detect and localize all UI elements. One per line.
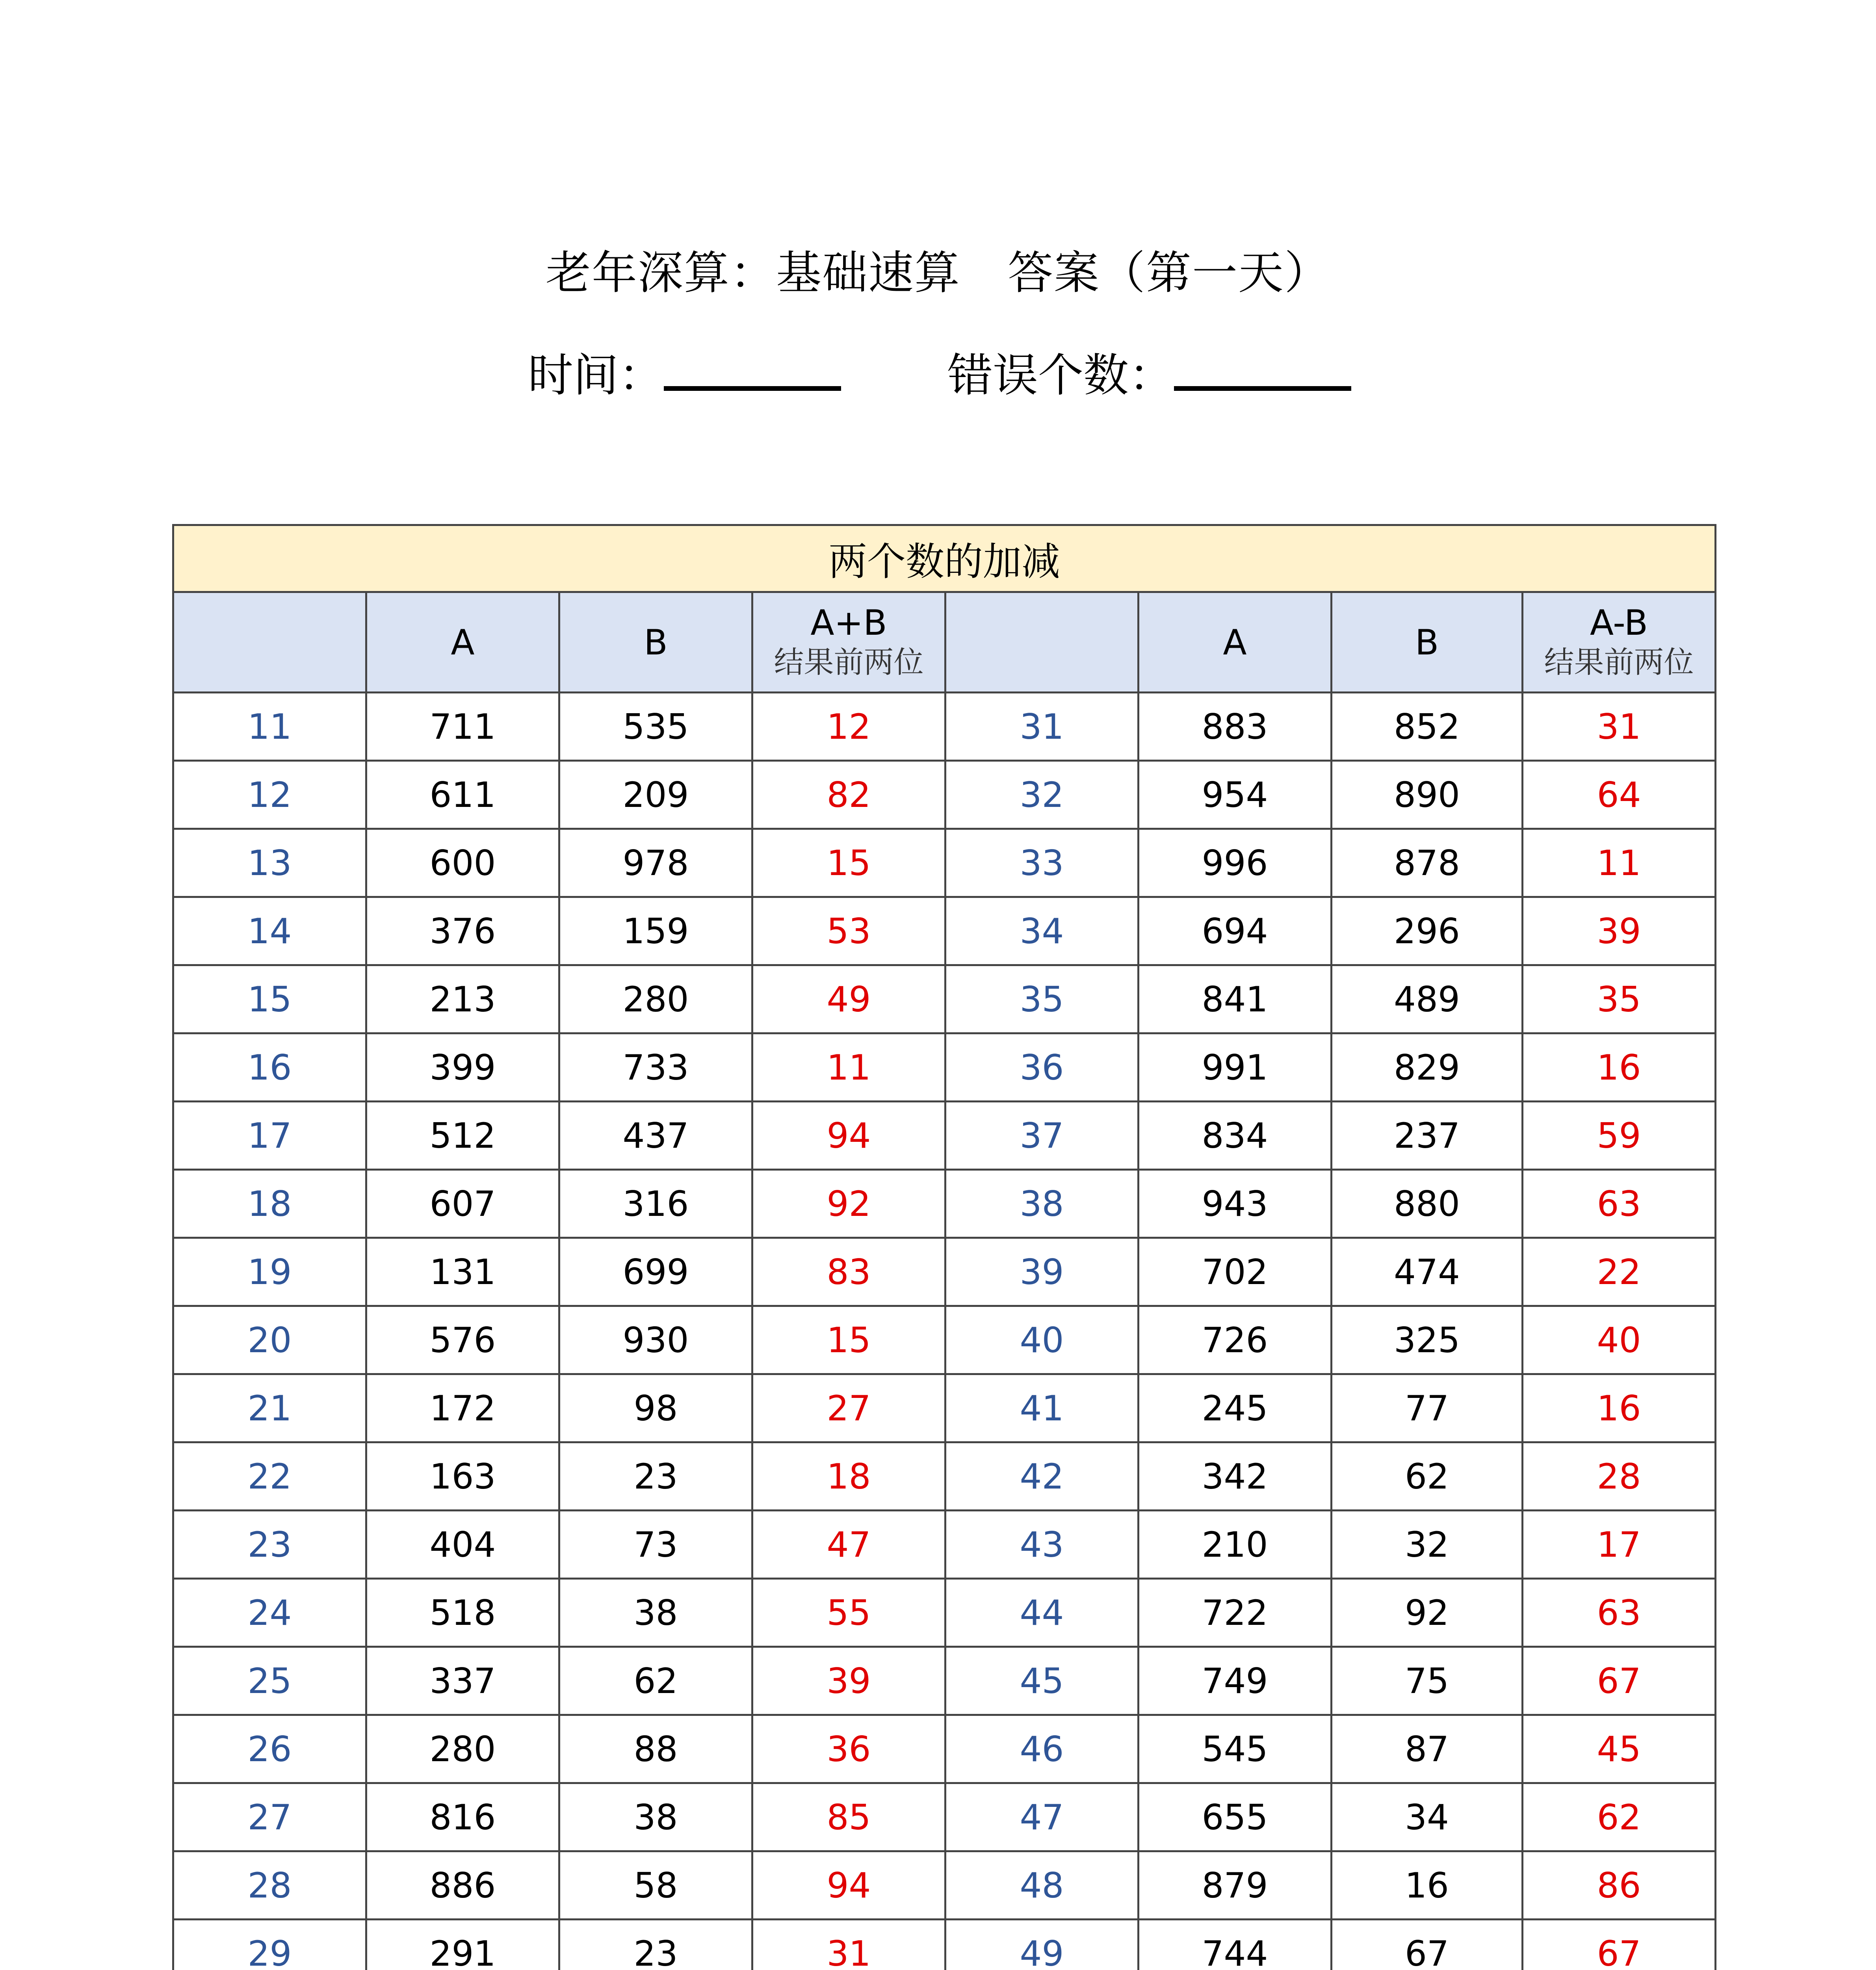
value-a-right: 694	[1139, 897, 1332, 965]
value-b-left: 23	[559, 1920, 752, 1970]
row-index-left: 16	[173, 1033, 366, 1102]
answer-label: 答案（第一天）	[1008, 247, 1331, 299]
table-row	[173, 1647, 1716, 1715]
value-b-left: 733	[559, 1033, 752, 1102]
value-b-right: 474	[1332, 1238, 1523, 1306]
row-index-right: 46	[945, 1715, 1139, 1783]
answer-diff: 67	[1523, 1920, 1716, 1970]
value-b-right: 237	[1332, 1102, 1523, 1170]
answer-sum: 82	[752, 761, 945, 829]
row-index-left: 27	[173, 1783, 366, 1851]
value-a-left: 399	[366, 1033, 559, 1102]
answer-sum: 94	[752, 1102, 945, 1170]
row-index-right: 34	[945, 897, 1139, 965]
value-b-right: 325	[1332, 1306, 1523, 1374]
value-b-right: 296	[1332, 897, 1523, 965]
row-index-right: 37	[945, 1102, 1139, 1170]
value-a-right: 245	[1139, 1374, 1332, 1442]
row-index-right: 42	[945, 1442, 1139, 1511]
answer-fields	[528, 339, 1351, 404]
value-a-right: 545	[1139, 1715, 1332, 1783]
value-a-left: 611	[366, 761, 559, 829]
value-a-left: 376	[366, 897, 559, 965]
value-b-left: 73	[559, 1511, 752, 1579]
row-index-left: 20	[173, 1306, 366, 1374]
value-b-left: 62	[559, 1647, 752, 1715]
row-index-left: 22	[173, 1442, 366, 1511]
row-index-right: 48	[945, 1851, 1139, 1920]
table-row	[173, 1374, 1716, 1442]
value-a-right: 655	[1139, 1783, 1332, 1851]
answer-sum: 36	[752, 1715, 945, 1783]
row-index-left: 14	[173, 897, 366, 965]
row-index-right: 39	[945, 1238, 1139, 1306]
table-row	[173, 829, 1716, 897]
answer-diff: 28	[1523, 1442, 1716, 1511]
value-a-left: 163	[366, 1442, 559, 1511]
answer-sum: 49	[752, 965, 945, 1033]
header-diff	[1523, 592, 1716, 693]
answer-diff: 11	[1523, 829, 1716, 897]
value-a-left: 600	[366, 829, 559, 897]
table-row	[173, 1238, 1716, 1306]
value-a-right: 996	[1139, 829, 1332, 897]
table-row	[173, 1033, 1716, 1102]
add-subtract-table	[172, 524, 1716, 1970]
answer-sum: 27	[752, 1374, 945, 1442]
value-b-left: 978	[559, 829, 752, 897]
header-b-left: B	[559, 592, 752, 693]
value-b-right: 880	[1332, 1170, 1523, 1238]
row-index-right: 33	[945, 829, 1139, 897]
row-index-left: 26	[173, 1715, 366, 1783]
answer-sum: 92	[752, 1170, 945, 1238]
table-row	[173, 1306, 1716, 1374]
table-row	[173, 761, 1716, 829]
value-b-left: 38	[559, 1579, 752, 1647]
answer-diff: 59	[1523, 1102, 1716, 1170]
value-a-right: 954	[1139, 761, 1332, 829]
table-row	[173, 1102, 1716, 1170]
answer-diff: 45	[1523, 1715, 1716, 1783]
row-index-right: 49	[945, 1920, 1139, 1970]
answer-diff: 17	[1523, 1511, 1716, 1579]
row-index-right: 31	[945, 693, 1139, 761]
answer-diff: 22	[1523, 1238, 1716, 1306]
value-b-left: 437	[559, 1102, 752, 1170]
header-b-right: B	[1332, 592, 1523, 693]
value-a-right: 834	[1139, 1102, 1332, 1170]
answer-sum: 15	[752, 829, 945, 897]
time-label: 时间：	[528, 349, 664, 402]
answer-diff: 63	[1523, 1579, 1716, 1647]
value-a-left: 512	[366, 1102, 559, 1170]
table-row	[173, 1783, 1716, 1851]
value-a-left: 607	[366, 1170, 559, 1238]
value-a-left: 213	[366, 965, 559, 1033]
row-index-left: 29	[173, 1920, 366, 1970]
row-index-right: 35	[945, 965, 1139, 1033]
value-b-left: 316	[559, 1170, 752, 1238]
table-title: 两个数的加减	[173, 525, 1716, 592]
value-b-right: 34	[1332, 1783, 1523, 1851]
row-index-left: 18	[173, 1170, 366, 1238]
title-text: 老年深算：基础速算	[545, 247, 960, 299]
header-a-left: A	[366, 592, 559, 693]
answer-sum: 55	[752, 1579, 945, 1647]
row-index-left: 28	[173, 1851, 366, 1920]
answer-diff: 64	[1523, 761, 1716, 829]
value-b-right: 87	[1332, 1715, 1523, 1783]
table-row	[173, 1511, 1716, 1579]
errors-label: 错误个数：	[947, 349, 1174, 402]
value-b-right: 62	[1332, 1442, 1523, 1511]
answer-sum: 83	[752, 1238, 945, 1306]
value-b-right: 829	[1332, 1033, 1523, 1102]
value-a-right: 841	[1139, 965, 1332, 1033]
row-index-left: 15	[173, 965, 366, 1033]
row-index-right: 44	[945, 1579, 1139, 1647]
value-b-right: 878	[1332, 829, 1523, 897]
value-a-left: 518	[366, 1579, 559, 1647]
value-b-left: 930	[559, 1306, 752, 1374]
row-index-left: 25	[173, 1647, 366, 1715]
answer-sum: 39	[752, 1647, 945, 1715]
value-a-right: 883	[1139, 693, 1332, 761]
value-a-left: 280	[366, 1715, 559, 1783]
table-row	[173, 693, 1716, 761]
row-index-left: 12	[173, 761, 366, 829]
value-b-right: 77	[1332, 1374, 1523, 1442]
value-a-right: 991	[1139, 1033, 1332, 1102]
value-b-right: 75	[1332, 1647, 1523, 1715]
value-a-left: 576	[366, 1306, 559, 1374]
page-title	[0, 236, 1876, 301]
table-row	[173, 1579, 1716, 1647]
row-index-right: 38	[945, 1170, 1139, 1238]
value-a-right: 702	[1139, 1238, 1332, 1306]
value-b-right: 852	[1332, 693, 1523, 761]
value-b-left: 98	[559, 1374, 752, 1442]
header-diff-sub: 结果前两位	[1544, 645, 1694, 680]
value-a-right: 726	[1139, 1306, 1332, 1374]
row-index-right: 45	[945, 1647, 1139, 1715]
row-index-right: 43	[945, 1511, 1139, 1579]
value-a-right: 342	[1139, 1442, 1332, 1511]
table-row	[173, 1851, 1716, 1920]
value-a-left: 404	[366, 1511, 559, 1579]
value-a-left: 337	[366, 1647, 559, 1715]
row-index-right: 41	[945, 1374, 1139, 1442]
answer-sum: 47	[752, 1511, 945, 1579]
answer-diff: 39	[1523, 897, 1716, 965]
header-sum-label: A+B	[810, 602, 887, 643]
answer-sum: 18	[752, 1442, 945, 1511]
value-b-left: 699	[559, 1238, 752, 1306]
answer-diff: 31	[1523, 693, 1716, 761]
value-b-right: 67	[1332, 1920, 1523, 1970]
value-b-right: 16	[1332, 1851, 1523, 1920]
value-b-right: 32	[1332, 1511, 1523, 1579]
answer-sum: 94	[752, 1851, 945, 1920]
answer-diff: 35	[1523, 965, 1716, 1033]
row-index-left: 23	[173, 1511, 366, 1579]
header-sum	[752, 592, 945, 693]
header-sum-sub: 结果前两位	[774, 645, 924, 680]
value-a-right: 749	[1139, 1647, 1332, 1715]
value-b-right: 489	[1332, 965, 1523, 1033]
row-index-right: 36	[945, 1033, 1139, 1102]
value-b-left: 88	[559, 1715, 752, 1783]
row-index-left: 19	[173, 1238, 366, 1306]
answer-sum: 15	[752, 1306, 945, 1374]
value-a-left: 131	[366, 1238, 559, 1306]
time-blank[interactable]	[664, 355, 841, 391]
value-a-left: 886	[366, 1851, 559, 1920]
answer-diff: 86	[1523, 1851, 1716, 1920]
answer-sum: 31	[752, 1920, 945, 1970]
header-index-right	[945, 592, 1139, 693]
value-b-left: 535	[559, 693, 752, 761]
answer-diff: 16	[1523, 1374, 1716, 1442]
table-row	[173, 897, 1716, 965]
answer-diff: 67	[1523, 1647, 1716, 1715]
table-row	[173, 1442, 1716, 1511]
value-b-left: 159	[559, 897, 752, 965]
value-a-left: 816	[366, 1783, 559, 1851]
value-a-left: 291	[366, 1920, 559, 1970]
value-b-right: 92	[1332, 1579, 1523, 1647]
table-row	[173, 1170, 1716, 1238]
value-a-left: 711	[366, 693, 559, 761]
answer-sum: 85	[752, 1783, 945, 1851]
value-a-right: 943	[1139, 1170, 1332, 1238]
answer-sum: 12	[752, 693, 945, 761]
value-b-left: 38	[559, 1783, 752, 1851]
table-row	[173, 1920, 1716, 1970]
answer-sum: 53	[752, 897, 945, 965]
value-b-left: 23	[559, 1442, 752, 1511]
value-a-right: 879	[1139, 1851, 1332, 1920]
answer-diff: 40	[1523, 1306, 1716, 1374]
answer-diff: 16	[1523, 1033, 1716, 1102]
row-index-left: 21	[173, 1374, 366, 1442]
row-index-right: 47	[945, 1783, 1139, 1851]
value-a-left: 172	[366, 1374, 559, 1442]
table-row	[173, 965, 1716, 1033]
value-b-left: 58	[559, 1851, 752, 1920]
header-index-left	[173, 592, 366, 693]
row-index-left: 24	[173, 1579, 366, 1647]
value-b-left: 209	[559, 761, 752, 829]
row-index-right: 32	[945, 761, 1139, 829]
value-a-right: 744	[1139, 1920, 1332, 1970]
answer-diff: 63	[1523, 1170, 1716, 1238]
row-index-left: 13	[173, 829, 366, 897]
answer-sum: 11	[752, 1033, 945, 1102]
header-diff-label: A-B	[1590, 602, 1648, 643]
value-a-right: 722	[1139, 1579, 1332, 1647]
header-a-right: A	[1139, 592, 1332, 693]
row-index-left: 17	[173, 1102, 366, 1170]
row-index-right: 40	[945, 1306, 1139, 1374]
value-b-left: 280	[559, 965, 752, 1033]
answer-diff: 62	[1523, 1783, 1716, 1851]
value-b-right: 890	[1332, 761, 1523, 829]
value-a-right: 210	[1139, 1511, 1332, 1579]
table-row	[173, 1715, 1716, 1783]
errors-blank[interactable]	[1174, 355, 1351, 391]
row-index-left: 11	[173, 693, 366, 761]
